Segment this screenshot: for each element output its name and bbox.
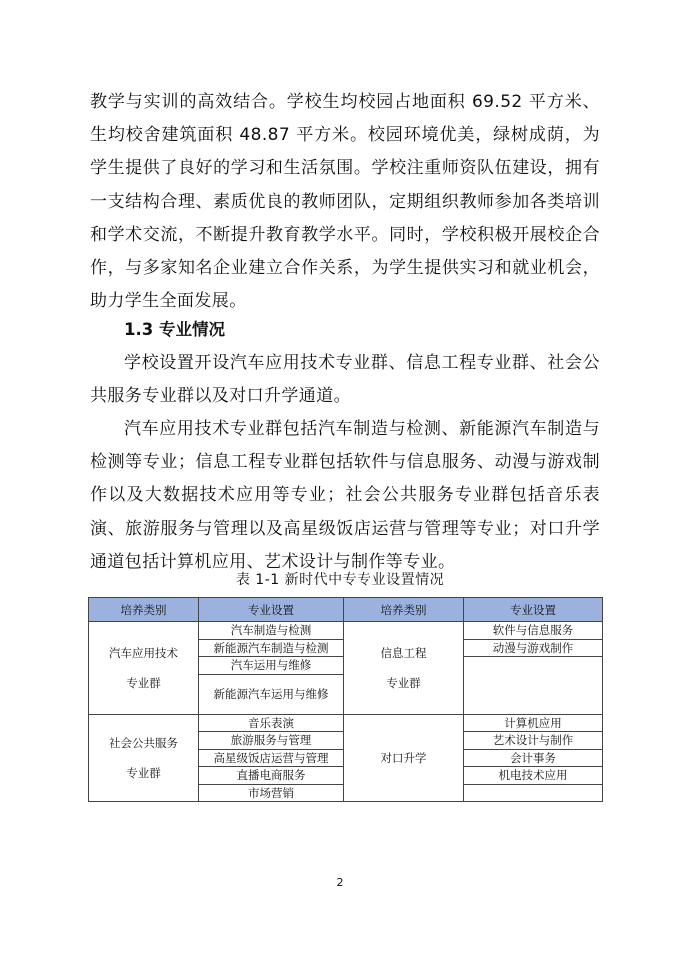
category-cell-service bbox=[89, 714, 199, 802]
program-cell-empty bbox=[464, 784, 603, 802]
header-program-right: 专业设置 bbox=[464, 598, 603, 622]
page-number: 2 bbox=[336, 876, 344, 889]
body-paragraph-programs-intro: 学校设置开设汽车应用技术专业群、信息工程专业群、社会公共服务专业群以及对口升学通道。 bbox=[90, 353, 600, 407]
program-cell: 汽车制造与检测 bbox=[199, 622, 344, 640]
program-cell-empty bbox=[464, 657, 603, 715]
program-cell: 艺术设计与制作 bbox=[464, 732, 603, 750]
category-line: 专业群 bbox=[126, 765, 161, 780]
program-cell: 高星级饭店运营与管理 bbox=[199, 749, 344, 767]
program-cell: 旅游服务与管理 bbox=[199, 732, 344, 750]
category-cell-info bbox=[344, 622, 464, 715]
category-cell-auto bbox=[89, 622, 199, 715]
body-paragraph-campus: 教学与实训的高效结合。学校生均校园占地面积 69.52 平方米、生均校舍建筑面积 48.87 平方米。校园环境优美，绿树成荫，为学生提供了良好的学习和生活氛围。学校注重师资队伍建设，拥有一支结构合理、素质优良的教师团队，定期组织教师参加各类培训和学术交流，不断提升教育教学水平。同时，学校积极开展校企合作，与多家知名企业建立合作关系，为学生提供实习和就业机会，助力学生全面发展。 bbox=[90, 92, 600, 312]
program-cell: 新能源汽车运用与维修 bbox=[199, 674, 344, 714]
program-cell: 软件与信息服务 bbox=[464, 622, 603, 640]
category-line: 信息工程 bbox=[380, 645, 427, 660]
category-line: 社会公共服务 bbox=[109, 735, 178, 750]
category-line: 对口升学 bbox=[380, 750, 427, 765]
program-cell: 计算机应用 bbox=[464, 714, 603, 732]
program-cell: 会计事务 bbox=[464, 749, 603, 767]
header-program-left: 专业设置 bbox=[199, 598, 344, 622]
program-cell: 动漫与游戏制作 bbox=[464, 639, 603, 657]
body-paragraph-programs-detail: 汽车应用技术专业群包括汽车制造与检测、新能源汽车制造与检测等专业；信息工程专业群包括软件与信息服务、动漫与游戏制作以及大数据技术应用等专业；社会公共服务专业群包括音乐表演、旅游服务与管理以及高星级饭店运营与管理等专业；对口升学通道包括计算机应用、艺术设计与制作等专业。 bbox=[90, 419, 600, 572]
table-row bbox=[89, 714, 603, 732]
table-caption: 表 1-1 新时代中专专业设置情况 bbox=[235, 572, 445, 588]
program-cell: 汽车运用与维修 bbox=[199, 657, 344, 675]
table-header-row bbox=[89, 598, 603, 622]
category-line: 汽车应用技术 bbox=[109, 645, 178, 660]
category-cell-upgrade bbox=[344, 714, 464, 802]
program-cell: 新能源汽车制造与检测 bbox=[199, 639, 344, 657]
category-line: 专业群 bbox=[126, 675, 161, 690]
section-heading: 1.3 专业情况 bbox=[124, 320, 225, 339]
category-line: 专业群 bbox=[386, 675, 421, 690]
programs-table bbox=[88, 597, 603, 802]
table-row bbox=[89, 622, 603, 640]
program-cell: 市场营销 bbox=[199, 784, 344, 802]
program-cell: 音乐表演 bbox=[199, 714, 344, 732]
header-category-left: 培养类别 bbox=[89, 598, 199, 622]
header-category-right: 培养类别 bbox=[344, 598, 464, 622]
program-cell: 机电技术应用 bbox=[464, 767, 603, 785]
program-cell: 直播电商服务 bbox=[199, 767, 344, 785]
